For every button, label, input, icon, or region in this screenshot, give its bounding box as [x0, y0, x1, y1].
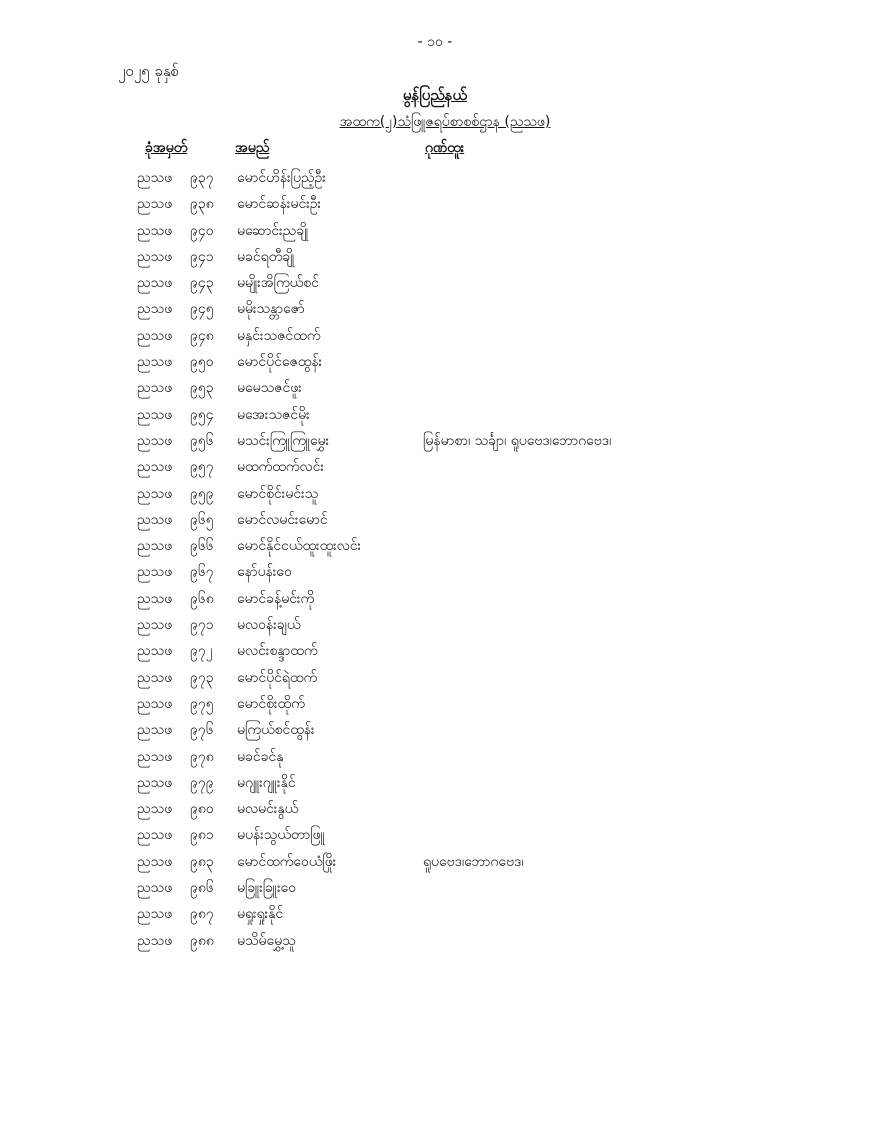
roll-number: ၉၈၆ [190, 880, 214, 897]
roll-prefix: ညသဖ [137, 511, 173, 528]
roll-number: ၉၈၈ [190, 932, 214, 949]
page-number: - ၁၀ - [417, 34, 453, 50]
results-list [0, 166, 870, 955]
roll-prefix: ညသဖ [137, 327, 173, 344]
list-item [0, 245, 870, 271]
student-name: မမိုးသန္တာဇော် [237, 301, 305, 318]
roll-prefix: ညသဖ [137, 643, 173, 660]
roll-number: ၉၃၇ [190, 170, 214, 186]
roll-prefix: ညသဖ [137, 222, 173, 239]
student-name: နော်ပန်းဝေ [237, 564, 292, 581]
student-name: မောင်ခန့်မင်းကို [237, 590, 315, 607]
roll-number: ၉၇၅ [190, 695, 214, 712]
list-item [0, 639, 870, 665]
list-item [0, 429, 870, 455]
roll-number: ၉၅၀ [190, 354, 214, 371]
student-name: မခင်ခင်နု [237, 748, 284, 765]
header-roll-number: ခုံအမှတ် [145, 140, 188, 156]
roll-number: ၉၅၆ [190, 432, 214, 449]
roll-number: ၉၇၂ [190, 643, 213, 660]
roll-prefix: ညသဖ [137, 275, 173, 292]
roll-number: ၉၇၁ [190, 617, 214, 634]
roll-prefix: ညသဖ [137, 695, 173, 712]
student-name: မမေသဇင်ဖူး [237, 380, 302, 397]
list-item [0, 219, 870, 245]
list-item [0, 718, 870, 744]
list-item [0, 666, 870, 692]
list-item [0, 455, 870, 481]
roll-number: ၉၄၈ [190, 327, 214, 344]
roll-number: ၉၆၇ [190, 564, 214, 581]
list-item [0, 797, 870, 823]
roll-prefix: ညသဖ [137, 617, 173, 634]
student-name: မောင်စိုင်းမင်းသူ [237, 485, 319, 502]
roll-number: ၉၈၁ [190, 827, 214, 844]
roll-prefix: ညသဖ [137, 406, 173, 423]
exam-center-subtitle: အထက(၂)သံဖြူဇရပ်စာစစ်ဌာန (ညသဖ) [339, 114, 551, 130]
roll-prefix: ညသဖ [137, 906, 173, 923]
list-item [0, 771, 870, 797]
list-item [0, 376, 870, 402]
roll-prefix: ညသဖ [137, 354, 173, 371]
roll-prefix: ညသဖ [137, 380, 173, 397]
roll-number: ၉၆၆ [190, 538, 214, 555]
list-item [0, 613, 870, 639]
roll-number: ၉၅၉ [190, 485, 214, 502]
list-item [0, 692, 870, 718]
list-item [0, 350, 870, 376]
roll-prefix: ညသဖ [137, 669, 173, 686]
page-title: မွန်ပြည်နယ် [402, 86, 468, 104]
student-name: မောင်ပိုင်ဇေထွန်း [237, 354, 323, 371]
roll-prefix: ညသဖ [137, 301, 173, 318]
list-item [0, 902, 870, 928]
roll-number: ၉၅၃ [190, 380, 214, 397]
student-name: မလမင်းနွယ် [237, 801, 299, 818]
student-name: မထက်ထက်လင်း [237, 459, 324, 476]
list-item [0, 297, 870, 323]
roll-number: ၉၄၃ [190, 275, 214, 292]
list-item [0, 192, 870, 218]
student-name: မခြူးခြူးဝေ [237, 880, 297, 897]
year-label: ၂၀၂၅ ခုနှစ် [118, 62, 180, 80]
list-item [0, 508, 870, 534]
roll-number: ၉၄၀ [190, 222, 214, 239]
roll-prefix: ညသဖ [137, 538, 173, 555]
roll-prefix: ညသဖ [137, 248, 173, 265]
student-name: မမျိုးအိကြယ်စင် [237, 275, 319, 292]
student-name: မကြယ်စင်ထွန်း [237, 722, 315, 739]
student-name: မောင်ဟိန်းပြည့်ဦး [237, 170, 326, 186]
roll-number: ၉၇၉ [190, 774, 214, 791]
student-name: မအေးသဇင်မိုး [237, 406, 310, 423]
student-name: မောင်ပိုင်ရဲထက် [237, 669, 318, 686]
roll-number: ၉၇၃ [190, 669, 214, 686]
list-item [0, 560, 870, 586]
list-item [0, 166, 870, 192]
list-item [0, 876, 870, 902]
roll-number: ၉၆၅ [190, 511, 214, 528]
roll-prefix: ညသဖ [137, 748, 173, 765]
student-name: မောင်ထက်ဝေယံဖြိုး [237, 853, 337, 870]
list-item [0, 850, 870, 876]
list-item [0, 403, 870, 429]
roll-prefix: ညသဖ [137, 774, 173, 791]
roll-prefix: ညသဖ [137, 196, 173, 213]
roll-number: ၉၅၄ [190, 406, 214, 423]
roll-prefix: ညသဖ [137, 827, 173, 844]
distinction: မြန်မာစာ၊ သင်္ချာ၊ ရူပဗေဒ၊ဘောဂဗေဒ၊ [423, 432, 612, 449]
roll-prefix: ညသဖ [137, 459, 173, 476]
roll-prefix: ညသဖ [137, 590, 173, 607]
list-item [0, 745, 870, 771]
roll-prefix: ညသဖ [137, 432, 173, 449]
roll-number: ၉၅၇ [190, 459, 214, 476]
student-name: မရှုးရှုးနိုင် [237, 906, 284, 923]
roll-prefix: ညသဖ [137, 564, 173, 581]
student-name: မနှင်းသဇင်ထက် [237, 327, 321, 344]
roll-prefix: ညသဖ [137, 170, 173, 186]
roll-number: ၉၇၈ [190, 748, 214, 765]
list-item [0, 271, 870, 297]
student-name: မောင်နိုင်ငယ်ထူးထူးလင်း [237, 538, 362, 555]
student-name: မလင်းစန္ဒာထက် [237, 643, 318, 660]
roll-number: ၉၈၇ [190, 906, 214, 923]
student-name: မပန်းသွယ်တာဖြူ [237, 827, 325, 844]
roll-number: ၉၇၆ [190, 722, 214, 739]
roll-number: ၉၈၀ [190, 801, 214, 818]
roll-number: ၉၄၅ [190, 301, 214, 318]
student-name: မောင်လမင်းမောင် [237, 511, 328, 528]
header-distinction: ဂုဏ်ထူး [425, 140, 465, 156]
roll-number: ၉၃၈ [190, 196, 214, 213]
list-item [0, 587, 870, 613]
roll-number: ၉၆၈ [190, 590, 214, 607]
student-name: မဆောင်းညချို [237, 222, 309, 239]
student-name: မောင်ဆန်းမင်းဦး [237, 196, 322, 213]
list-item [0, 823, 870, 849]
roll-prefix: ညသဖ [137, 801, 173, 818]
list-item [0, 534, 870, 560]
list-item [0, 929, 870, 955]
student-name: မောင်စိုးထိုက် [237, 695, 305, 712]
student-name: မဂျူးဂျူးနိုင် [237, 774, 296, 791]
list-item [0, 324, 870, 350]
student-name: မခင်ရတီချို [237, 248, 295, 265]
roll-number: ၉၄၁ [190, 248, 214, 265]
header-name: အမည် [235, 140, 270, 156]
student-name: မသင်းကြူကြူမွှေး [237, 432, 330, 449]
distinction: ရူပဗေဒ၊ဘောဂဗေဒ၊ [423, 853, 524, 870]
student-name: မလဝန်းချယ် [237, 617, 301, 634]
student-name: မသိမ်မွှေ့သူ [237, 932, 296, 949]
roll-prefix: ညသဖ [137, 853, 173, 870]
roll-number: ၉၈၃ [190, 853, 214, 870]
roll-prefix: ညသဖ [137, 932, 173, 949]
roll-prefix: ညသဖ [137, 880, 173, 897]
roll-prefix: ညသဖ [137, 485, 173, 502]
column-headers [0, 138, 870, 162]
roll-prefix: ညသဖ [137, 722, 173, 739]
list-item [0, 482, 870, 508]
